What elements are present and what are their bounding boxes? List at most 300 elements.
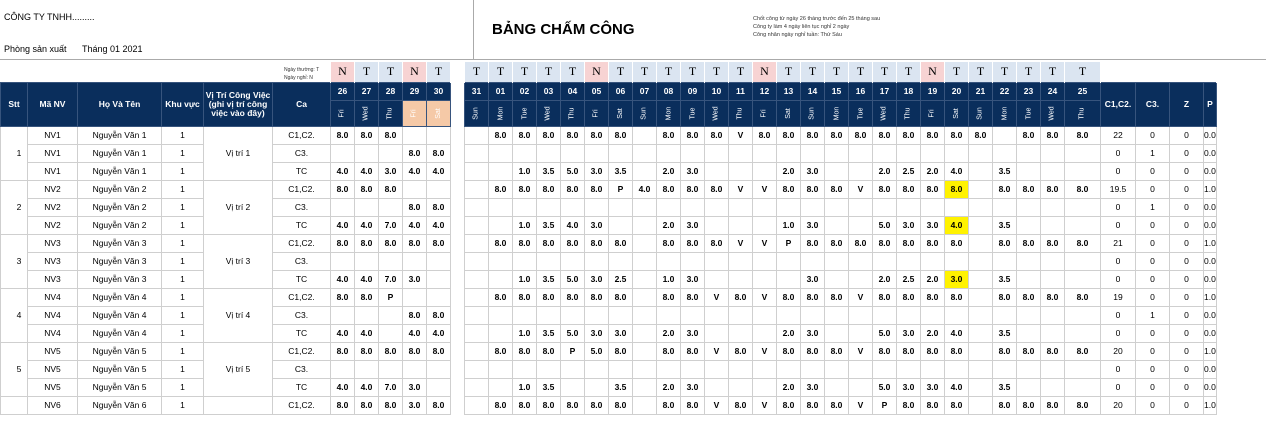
- hours-cell[interactable]: 8.0: [897, 126, 921, 144]
- hours-cell[interactable]: [427, 378, 451, 396]
- hours-cell[interactable]: [1041, 216, 1065, 234]
- hours-cell[interactable]: [825, 270, 849, 288]
- hours-cell[interactable]: [609, 360, 633, 378]
- hours-cell[interactable]: [585, 144, 609, 162]
- hours-cell[interactable]: [657, 198, 681, 216]
- hours-cell[interactable]: [427, 288, 451, 306]
- hours-cell[interactable]: 8.0: [1017, 180, 1041, 198]
- hours-cell[interactable]: 2.0: [921, 270, 945, 288]
- hours-cell[interactable]: [777, 252, 801, 270]
- hours-cell[interactable]: [465, 306, 489, 324]
- hours-cell[interactable]: 5.0: [873, 378, 897, 396]
- hours-cell[interactable]: 8.0: [513, 180, 537, 198]
- hours-cell[interactable]: [355, 144, 379, 162]
- hours-cell[interactable]: [657, 360, 681, 378]
- hours-cell[interactable]: V: [753, 234, 777, 252]
- hours-cell[interactable]: [1017, 216, 1041, 234]
- hours-cell[interactable]: 8.0: [1065, 234, 1101, 252]
- hours-cell[interactable]: [1065, 378, 1101, 396]
- employee-id-cell[interactable]: NV5: [28, 342, 78, 360]
- hours-cell[interactable]: 1.0: [513, 216, 537, 234]
- hours-cell[interactable]: [609, 144, 633, 162]
- hours-cell[interactable]: [897, 306, 921, 324]
- hours-cell[interactable]: 8.0: [1017, 396, 1041, 414]
- hours-cell[interactable]: 8.0: [897, 180, 921, 198]
- hours-cell[interactable]: [561, 252, 585, 270]
- hours-cell[interactable]: 3.0: [801, 270, 825, 288]
- hours-cell[interactable]: 1.0: [513, 270, 537, 288]
- hours-cell[interactable]: [355, 198, 379, 216]
- hours-cell[interactable]: [945, 252, 969, 270]
- hours-cell[interactable]: 2.0: [873, 270, 897, 288]
- hours-cell[interactable]: 8.0: [921, 126, 945, 144]
- hours-cell[interactable]: [945, 306, 969, 324]
- name-cell[interactable]: Nguyễn Văn 1: [78, 144, 162, 162]
- hours-cell[interactable]: [1017, 324, 1041, 342]
- hours-cell[interactable]: [753, 306, 777, 324]
- hours-cell[interactable]: [921, 306, 945, 324]
- hours-cell[interactable]: [873, 252, 897, 270]
- name-cell[interactable]: Nguyễn Văn 5: [78, 342, 162, 360]
- hours-cell[interactable]: [681, 144, 705, 162]
- hours-cell[interactable]: [777, 306, 801, 324]
- hours-cell[interactable]: 3.0: [897, 324, 921, 342]
- hours-cell[interactable]: 8.0: [681, 396, 705, 414]
- hours-cell[interactable]: 8.0: [1041, 396, 1065, 414]
- hours-cell[interactable]: [969, 396, 993, 414]
- hours-cell[interactable]: [921, 144, 945, 162]
- hours-cell[interactable]: 8.0: [825, 396, 849, 414]
- hours-cell[interactable]: 8.0: [801, 288, 825, 306]
- hours-cell[interactable]: [561, 144, 585, 162]
- hours-cell[interactable]: [355, 360, 379, 378]
- hours-cell[interactable]: [561, 378, 585, 396]
- hours-cell[interactable]: [897, 360, 921, 378]
- hours-cell[interactable]: 8.0: [945, 234, 969, 252]
- name-cell[interactable]: Nguyễn Văn 3: [78, 270, 162, 288]
- hours-cell[interactable]: 2.0: [657, 162, 681, 180]
- hours-cell[interactable]: 2.5: [897, 162, 921, 180]
- hours-cell[interactable]: [465, 216, 489, 234]
- hours-cell[interactable]: [585, 198, 609, 216]
- hours-cell[interactable]: 8.0: [379, 180, 403, 198]
- hours-cell[interactable]: 8.0: [537, 396, 561, 414]
- hours-cell[interactable]: [897, 144, 921, 162]
- hours-cell[interactable]: 8.0: [945, 288, 969, 306]
- hours-cell[interactable]: [1017, 378, 1041, 396]
- hours-cell[interactable]: 3.0: [681, 162, 705, 180]
- hours-cell[interactable]: [969, 252, 993, 270]
- hours-cell[interactable]: 8.0: [561, 234, 585, 252]
- hours-cell[interactable]: 8.0: [355, 234, 379, 252]
- hours-cell[interactable]: [849, 324, 873, 342]
- hours-cell[interactable]: 8.0: [331, 126, 355, 144]
- hours-cell[interactable]: [489, 306, 513, 324]
- hours-cell[interactable]: 3.0: [585, 270, 609, 288]
- hours-cell[interactable]: [489, 144, 513, 162]
- name-cell[interactable]: Nguyễn Văn 5: [78, 378, 162, 396]
- name-cell[interactable]: Nguyễn Văn 5: [78, 360, 162, 378]
- hours-cell[interactable]: 8.0: [1017, 288, 1041, 306]
- hours-cell[interactable]: [465, 270, 489, 288]
- hours-cell[interactable]: V: [729, 126, 753, 144]
- hours-cell[interactable]: [801, 198, 825, 216]
- hours-cell[interactable]: 3.5: [993, 324, 1017, 342]
- hours-cell[interactable]: [753, 198, 777, 216]
- hours-cell[interactable]: 8.0: [1065, 396, 1101, 414]
- hours-cell[interactable]: 8.0: [537, 234, 561, 252]
- hours-cell[interactable]: 8.0: [537, 288, 561, 306]
- hours-cell[interactable]: [489, 378, 513, 396]
- employee-id-cell[interactable]: NV4: [28, 324, 78, 342]
- name-cell[interactable]: Nguyễn Văn 4: [78, 324, 162, 342]
- hours-cell[interactable]: 8.0: [801, 180, 825, 198]
- hours-cell[interactable]: 8.0: [379, 234, 403, 252]
- hours-cell[interactable]: [633, 306, 657, 324]
- hours-cell[interactable]: [489, 162, 513, 180]
- hours-cell[interactable]: 8.0: [355, 396, 379, 414]
- hours-cell[interactable]: 2.0: [921, 324, 945, 342]
- hours-cell[interactable]: [403, 288, 427, 306]
- hours-cell[interactable]: 8.0: [969, 126, 993, 144]
- hours-cell[interactable]: [1017, 198, 1041, 216]
- hours-cell[interactable]: [585, 252, 609, 270]
- hours-cell[interactable]: 8.0: [945, 180, 969, 198]
- hours-cell[interactable]: [489, 324, 513, 342]
- name-cell[interactable]: Nguyễn Văn 4: [78, 288, 162, 306]
- hours-cell[interactable]: [1017, 270, 1041, 288]
- hours-cell[interactable]: V: [849, 396, 873, 414]
- hours-cell[interactable]: [945, 360, 969, 378]
- hours-cell[interactable]: [403, 126, 427, 144]
- hours-cell[interactable]: [633, 324, 657, 342]
- hours-cell[interactable]: 8.0: [489, 126, 513, 144]
- hours-cell[interactable]: [753, 270, 777, 288]
- hours-cell[interactable]: [681, 198, 705, 216]
- hours-cell[interactable]: 3.0: [681, 378, 705, 396]
- hours-cell[interactable]: 8.0: [801, 396, 825, 414]
- hours-cell[interactable]: [969, 360, 993, 378]
- hours-cell[interactable]: 8.0: [585, 288, 609, 306]
- hours-cell[interactable]: [489, 360, 513, 378]
- hours-cell[interactable]: 8.0: [403, 198, 427, 216]
- hours-cell[interactable]: [585, 378, 609, 396]
- hours-cell[interactable]: 8.0: [657, 234, 681, 252]
- hours-cell[interactable]: 8.0: [427, 342, 451, 360]
- hours-cell[interactable]: [825, 324, 849, 342]
- hours-cell[interactable]: [657, 306, 681, 324]
- hours-cell[interactable]: [969, 324, 993, 342]
- hours-cell[interactable]: [729, 270, 753, 288]
- hours-cell[interactable]: 8.0: [1041, 288, 1065, 306]
- hours-cell[interactable]: [825, 378, 849, 396]
- hours-cell[interactable]: 8.0: [681, 234, 705, 252]
- hours-cell[interactable]: 8.0: [513, 234, 537, 252]
- hours-cell[interactable]: [777, 198, 801, 216]
- hours-cell[interactable]: 8.0: [513, 396, 537, 414]
- hours-cell[interactable]: 8.0: [379, 126, 403, 144]
- hours-cell[interactable]: 8.0: [489, 234, 513, 252]
- hours-cell[interactable]: [969, 216, 993, 234]
- hours-cell[interactable]: V: [753, 180, 777, 198]
- hours-cell[interactable]: [1041, 252, 1065, 270]
- hours-cell[interactable]: 2.5: [897, 270, 921, 288]
- hours-cell[interactable]: [331, 360, 355, 378]
- hours-cell[interactable]: [825, 252, 849, 270]
- hours-cell[interactable]: [513, 252, 537, 270]
- hours-cell[interactable]: 3.0: [585, 162, 609, 180]
- hours-cell[interactable]: [633, 126, 657, 144]
- hours-cell[interactable]: 5.0: [561, 270, 585, 288]
- hours-cell[interactable]: [705, 216, 729, 234]
- hours-cell[interactable]: 8.0: [849, 234, 873, 252]
- hours-cell[interactable]: 4.0: [331, 216, 355, 234]
- hours-cell[interactable]: [1065, 162, 1101, 180]
- hours-cell[interactable]: 8.0: [897, 396, 921, 414]
- hours-cell[interactable]: 8.0: [403, 342, 427, 360]
- hours-cell[interactable]: 3.0: [945, 270, 969, 288]
- hours-cell[interactable]: 3.5: [537, 216, 561, 234]
- name-cell[interactable]: Nguyễn Văn 2: [78, 180, 162, 198]
- hours-cell[interactable]: [1041, 306, 1065, 324]
- hours-cell[interactable]: 8.0: [1041, 342, 1065, 360]
- hours-cell[interactable]: 7.0: [379, 378, 403, 396]
- hours-cell[interactable]: 8.0: [561, 396, 585, 414]
- hours-cell[interactable]: 4.0: [945, 324, 969, 342]
- hours-cell[interactable]: [1065, 216, 1101, 234]
- hours-cell[interactable]: 8.0: [777, 342, 801, 360]
- hours-cell[interactable]: 4.0: [355, 378, 379, 396]
- hours-cell[interactable]: [1041, 198, 1065, 216]
- hours-cell[interactable]: [379, 252, 403, 270]
- hours-cell[interactable]: 8.0: [537, 342, 561, 360]
- hours-cell[interactable]: 8.0: [489, 288, 513, 306]
- hours-cell[interactable]: 8.0: [729, 288, 753, 306]
- hours-cell[interactable]: [705, 306, 729, 324]
- hours-cell[interactable]: 8.0: [705, 180, 729, 198]
- hours-cell[interactable]: 8.0: [489, 396, 513, 414]
- hours-cell[interactable]: 8.0: [993, 396, 1017, 414]
- hours-cell[interactable]: [945, 144, 969, 162]
- hours-cell[interactable]: 8.0: [993, 180, 1017, 198]
- hours-cell[interactable]: 3.0: [921, 216, 945, 234]
- hours-cell[interactable]: 8.0: [657, 396, 681, 414]
- hours-cell[interactable]: 8.0: [873, 126, 897, 144]
- hours-cell[interactable]: [873, 144, 897, 162]
- hours-cell[interactable]: [801, 144, 825, 162]
- hours-cell[interactable]: [729, 198, 753, 216]
- hours-cell[interactable]: [849, 270, 873, 288]
- hours-cell[interactable]: 4.0: [331, 270, 355, 288]
- hours-cell[interactable]: [969, 180, 993, 198]
- hours-cell[interactable]: 8.0: [681, 180, 705, 198]
- hours-cell[interactable]: [729, 378, 753, 396]
- employee-id-cell[interactable]: NV1: [28, 126, 78, 144]
- hours-cell[interactable]: [777, 360, 801, 378]
- hours-cell[interactable]: [1041, 378, 1065, 396]
- hours-cell[interactable]: [993, 360, 1017, 378]
- hours-cell[interactable]: 8.0: [873, 234, 897, 252]
- hours-cell[interactable]: [427, 252, 451, 270]
- hours-cell[interactable]: 8.0: [897, 234, 921, 252]
- employee-id-cell[interactable]: NV1: [28, 144, 78, 162]
- hours-cell[interactable]: [513, 306, 537, 324]
- hours-cell[interactable]: 8.0: [403, 144, 427, 162]
- hours-cell[interactable]: [681, 252, 705, 270]
- hours-cell[interactable]: [1041, 360, 1065, 378]
- hours-cell[interactable]: 4.0: [355, 270, 379, 288]
- hours-cell[interactable]: 8.0: [921, 396, 945, 414]
- hours-cell[interactable]: 4.0: [427, 162, 451, 180]
- hours-cell[interactable]: 8.0: [379, 342, 403, 360]
- hours-cell[interactable]: [825, 216, 849, 234]
- hours-cell[interactable]: 8.0: [609, 342, 633, 360]
- hours-cell[interactable]: 8.0: [355, 288, 379, 306]
- name-cell[interactable]: Nguyễn Văn 4: [78, 306, 162, 324]
- hours-cell[interactable]: [849, 144, 873, 162]
- employee-id-cell[interactable]: NV5: [28, 360, 78, 378]
- hours-cell[interactable]: 2.0: [777, 378, 801, 396]
- hours-cell[interactable]: [969, 378, 993, 396]
- hours-cell[interactable]: 8.0: [801, 234, 825, 252]
- hours-cell[interactable]: [633, 234, 657, 252]
- hours-cell[interactable]: [633, 162, 657, 180]
- hours-cell[interactable]: 8.0: [403, 234, 427, 252]
- hours-cell[interactable]: 8.0: [513, 126, 537, 144]
- hours-cell[interactable]: [465, 162, 489, 180]
- name-cell[interactable]: Nguyễn Văn 2: [78, 198, 162, 216]
- hours-cell[interactable]: 8.0: [657, 342, 681, 360]
- hours-cell[interactable]: [331, 252, 355, 270]
- hours-cell[interactable]: [849, 252, 873, 270]
- hours-cell[interactable]: [379, 198, 403, 216]
- hours-cell[interactable]: [705, 198, 729, 216]
- hours-cell[interactable]: [993, 306, 1017, 324]
- hours-cell[interactable]: 1.0: [777, 216, 801, 234]
- hours-cell[interactable]: V: [753, 342, 777, 360]
- hours-cell[interactable]: 3.5: [993, 378, 1017, 396]
- hours-cell[interactable]: 8.0: [561, 288, 585, 306]
- hours-cell[interactable]: [609, 198, 633, 216]
- hours-cell[interactable]: [1065, 360, 1101, 378]
- hours-cell[interactable]: [355, 306, 379, 324]
- employee-id-cell[interactable]: NV3: [28, 270, 78, 288]
- hours-cell[interactable]: 8.0: [729, 342, 753, 360]
- hours-cell[interactable]: [609, 216, 633, 234]
- hours-cell[interactable]: 8.0: [585, 234, 609, 252]
- hours-cell[interactable]: [825, 306, 849, 324]
- hours-cell[interactable]: 2.0: [873, 162, 897, 180]
- hours-cell[interactable]: 8.0: [1041, 234, 1065, 252]
- hours-cell[interactable]: [873, 198, 897, 216]
- hours-cell[interactable]: 4.0: [945, 216, 969, 234]
- hours-cell[interactable]: [729, 162, 753, 180]
- hours-cell[interactable]: 2.0: [777, 162, 801, 180]
- hours-cell[interactable]: 8.0: [537, 126, 561, 144]
- hours-cell[interactable]: 3.5: [537, 270, 561, 288]
- hours-cell[interactable]: [969, 198, 993, 216]
- hours-cell[interactable]: 8.0: [921, 342, 945, 360]
- hours-cell[interactable]: 8.0: [379, 396, 403, 414]
- hours-cell[interactable]: [513, 198, 537, 216]
- hours-cell[interactable]: 8.0: [331, 288, 355, 306]
- hours-cell[interactable]: [465, 288, 489, 306]
- hours-cell[interactable]: [331, 198, 355, 216]
- hours-cell[interactable]: [825, 198, 849, 216]
- hours-cell[interactable]: [379, 306, 403, 324]
- hours-cell[interactable]: P: [873, 396, 897, 414]
- hours-cell[interactable]: [705, 378, 729, 396]
- hours-cell[interactable]: 8.0: [705, 126, 729, 144]
- employee-id-cell[interactable]: NV6: [28, 396, 78, 414]
- hours-cell[interactable]: [681, 360, 705, 378]
- hours-cell[interactable]: [585, 360, 609, 378]
- hours-cell[interactable]: [705, 162, 729, 180]
- hours-cell[interactable]: 4.0: [945, 162, 969, 180]
- hours-cell[interactable]: [921, 252, 945, 270]
- hours-cell[interactable]: 8.0: [537, 180, 561, 198]
- hours-cell[interactable]: 8.0: [945, 396, 969, 414]
- hours-cell[interactable]: [921, 360, 945, 378]
- hours-cell[interactable]: [993, 126, 1017, 144]
- hours-cell[interactable]: [609, 252, 633, 270]
- hours-cell[interactable]: [945, 198, 969, 216]
- hours-cell[interactable]: 8.0: [427, 306, 451, 324]
- hours-cell[interactable]: [969, 162, 993, 180]
- hours-cell[interactable]: 8.0: [609, 288, 633, 306]
- hours-cell[interactable]: [489, 270, 513, 288]
- hours-cell[interactable]: 8.0: [729, 396, 753, 414]
- hours-cell[interactable]: 3.0: [801, 324, 825, 342]
- hours-cell[interactable]: [427, 126, 451, 144]
- hours-cell[interactable]: [537, 198, 561, 216]
- hours-cell[interactable]: P: [379, 288, 403, 306]
- hours-cell[interactable]: 7.0: [379, 216, 403, 234]
- hours-cell[interactable]: V: [705, 396, 729, 414]
- hours-cell[interactable]: [753, 360, 777, 378]
- hours-cell[interactable]: [1065, 144, 1101, 162]
- name-cell[interactable]: Nguyễn Văn 3: [78, 234, 162, 252]
- hours-cell[interactable]: 2.0: [657, 216, 681, 234]
- employee-id-cell[interactable]: NV2: [28, 216, 78, 234]
- hours-cell[interactable]: [729, 144, 753, 162]
- hours-cell[interactable]: V: [729, 234, 753, 252]
- hours-cell[interactable]: 3.0: [801, 378, 825, 396]
- hours-cell[interactable]: [489, 216, 513, 234]
- hours-cell[interactable]: [633, 216, 657, 234]
- hours-cell[interactable]: 8.0: [331, 342, 355, 360]
- hours-cell[interactable]: [993, 198, 1017, 216]
- hours-cell[interactable]: 8.0: [681, 342, 705, 360]
- hours-cell[interactable]: 2.0: [657, 324, 681, 342]
- hours-cell[interactable]: 3.0: [609, 324, 633, 342]
- hours-cell[interactable]: 5.0: [585, 342, 609, 360]
- employee-id-cell[interactable]: NV3: [28, 234, 78, 252]
- hours-cell[interactable]: [777, 270, 801, 288]
- hours-cell[interactable]: 8.0: [1017, 126, 1041, 144]
- hours-cell[interactable]: 8.0: [681, 126, 705, 144]
- hours-cell[interactable]: [801, 306, 825, 324]
- hours-cell[interactable]: [633, 270, 657, 288]
- hours-cell[interactable]: 3.0: [801, 216, 825, 234]
- hours-cell[interactable]: [1017, 306, 1041, 324]
- hours-cell[interactable]: [657, 144, 681, 162]
- hours-cell[interactable]: 8.0: [873, 288, 897, 306]
- hours-cell[interactable]: [633, 360, 657, 378]
- hours-cell[interactable]: [331, 306, 355, 324]
- hours-cell[interactable]: [633, 252, 657, 270]
- hours-cell[interactable]: 8.0: [1065, 288, 1101, 306]
